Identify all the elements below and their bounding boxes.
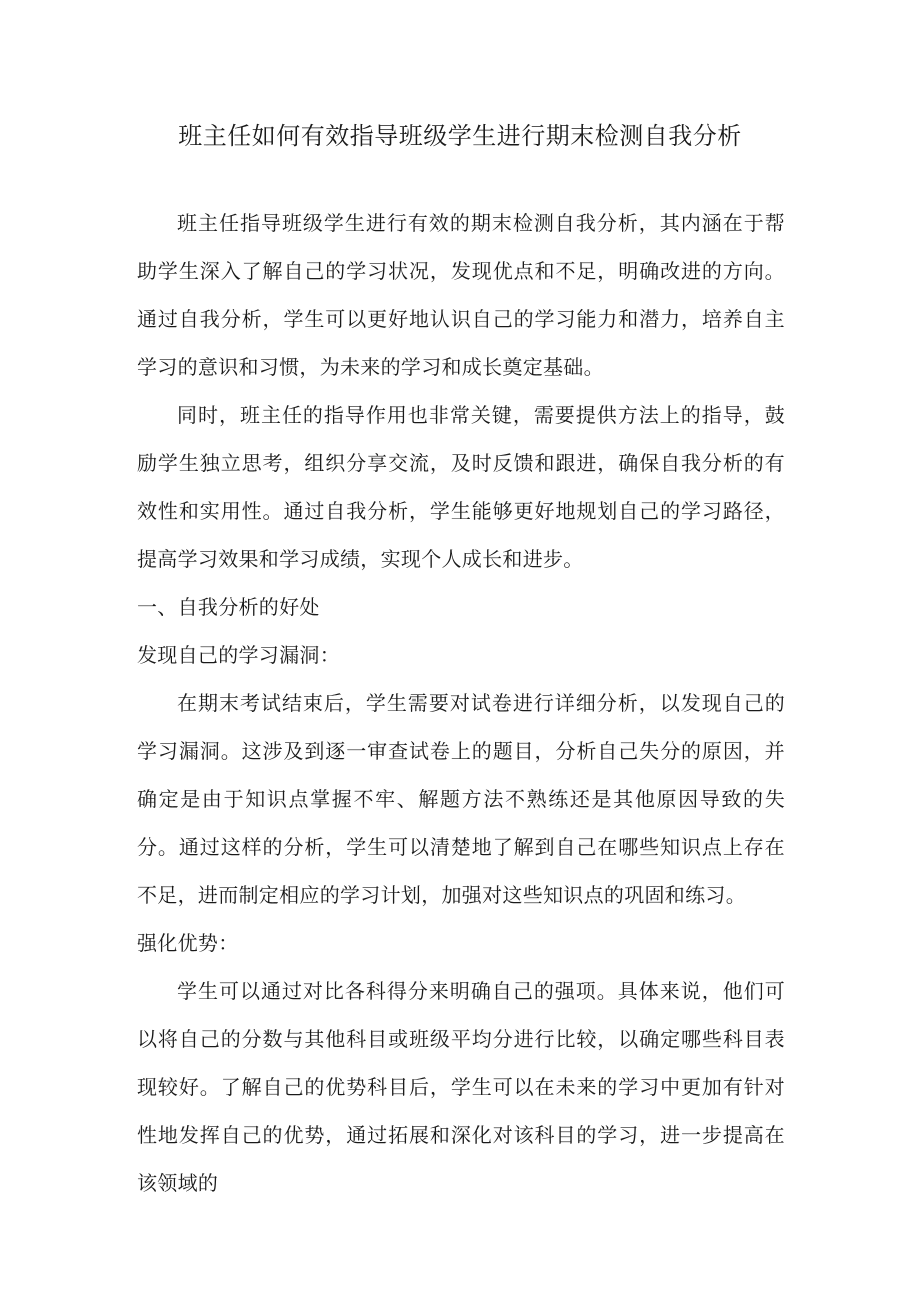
subsection-heading-learning-gaps: 发现自己的学习漏洞： <box>137 643 340 667</box>
strengths-paragraph: 学生可以通过对比各科得分来明确自己的强项。具体来说，他们可以将自己的分数与其他科目或班级平均分进行比较，以确定哪些科目表现较好。了解自己的优势科目后，学生可以在未来的学习中更加有针对性地发挥自己的优势，通过拓展和深化对该科目的学习，进一步提高在该领域的 <box>137 979 785 1195</box>
intro-paragraph-2: 同时，班主任的指导作用也非常关键，需要提供方法上的指导，鼓励学生独立思考，组织分享交流，及时反馈和跟进，确保自我分析的有效性和实用性。通过自我分析，学生能够更好地规划自己的学习路径，提高学习效果和学习成绩，实现个人成长和进步。 <box>137 403 785 571</box>
document-body <box>137 199 785 1207</box>
section-heading: 一、自我分析的好处 <box>137 595 320 619</box>
learning-gaps-paragraph: 在期末考试结束后，学生需要对试卷进行详细分析，以发现自己的学习漏洞。这涉及到逐一审查试卷上的题目，分析自己失分的原因，并确定是由于知识点掌握不牢、解题方法不熟练还是其他原因导致的失分。通过这样的分析，学生可以清楚地了解到自己在哪些知识点上存在不足，进而制定相应的学习计划，加强对这些知识点的巩固和练习。 <box>137 691 785 907</box>
document-title: 班主任如何有效指导班级学生进行期末检测自我分析 <box>178 122 742 150</box>
intro-paragraph-1: 班主任指导班级学生进行有效的期末检测自我分析，其内涵在于帮助学生深入了解自己的学习状况，发现优点和不足，明确改进的方向。通过自我分析，学生可以更好地认识自己的学习能力和潜力，培养自主学习的意识和习惯，为未来的学习和成长奠定基础。 <box>137 211 785 379</box>
subsection-heading-strengths: 强化优势： <box>137 931 239 955</box>
